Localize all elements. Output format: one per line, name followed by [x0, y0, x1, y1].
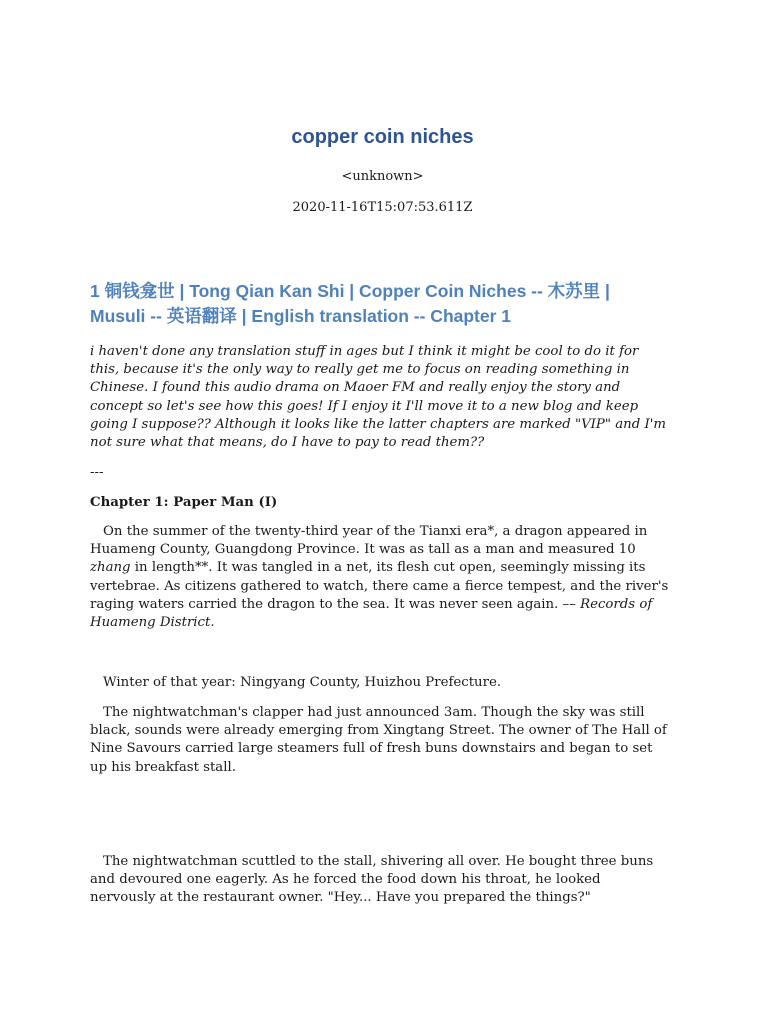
paragraph-nightwatchman-stall: The nightwatchman scuttled to the stall, shivering all over. He bought three buns and devoured one eagerly. As he forced the food down his throat, he looked nervously at the restaurant owner. "Hey... Have you prepared the things?" [90, 854, 654, 906]
unit-term-zhang: zhang [90, 560, 131, 576]
paragraph-setting: Winter of that year: Ningyang County, Huizhou Prefecture. [103, 675, 502, 690]
paragraph-prologue [90, 523, 670, 632]
paragraph-prologue-text-a: On the summer of the twenty-third year of the Tianxi era*, a dragon appeared in Huameng County, Guangdong Province. It was as tall as a man and measured 10 [90, 524, 648, 558]
chapter-subheading: Chapter 1: Paper Man (I) [90, 495, 278, 510]
chapter-heading: 1 铜钱龛世 | Tong Qian Kan Shi | Copper Coin Niches -- 木苏里 | Musuli -- 英语翻译 | English translation -- Chapter 1 [90, 281, 610, 326]
source-citation: Records of Huameng District [90, 596, 653, 631]
paragraph-prologue-end: . [210, 615, 215, 631]
section-divider: --- [90, 465, 104, 480]
timestamp-line: 2020-11-16T15:07:53.611Z [292, 200, 473, 215]
book-title: copper coin niches [291, 126, 474, 148]
paragraph-nightwatchman-clapper: The nightwatchman's clapper had just announced 3am. Though the sky was still black, sounds were already emerging from Xingtang Street. The owner of The Hall of Nine Savours carried large steamers full of fresh buns downstairs and began to set up his breakfast stall. [90, 705, 667, 775]
author-line: <unknown> [341, 169, 424, 184]
paragraph-prologue-text-b: in length**. It was tangled in a net, its flesh cut open, seemingly missing its vertebrae. As citizens gathered to watch, there came a fierce tempest, and the river's raging waters carried the dragon to the sea. It was never seen again. –– [90, 560, 669, 612]
translator-note: i haven't done any translation stuff in ages but I think it might be cool to do it for this, because it's the only way to really get me to focus on reading something in Chinese. I found this audio drama on Maoer FM and really enjoy the story and concept so let's see how this goes! If I enjoy it I'll move it to a new blog and keep going I suppose?? Although it looks like the latter chapters are marked "VIP" and I'm not sure what that means, do I have to pay to read them?? [90, 344, 666, 451]
